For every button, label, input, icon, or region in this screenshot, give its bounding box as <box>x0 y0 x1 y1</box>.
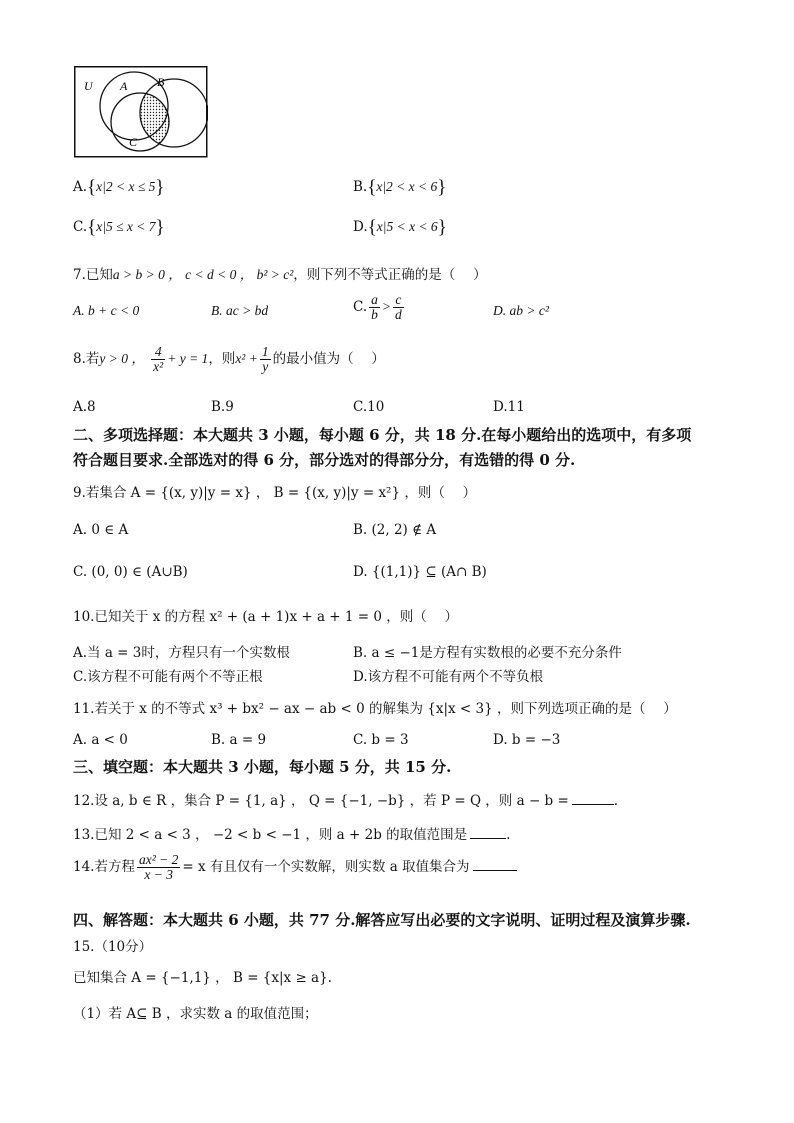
q8-stem: 8.若y > 0 ， $\frac{4}{\text{x²}}$ + y = 1，则x² + $\frac{1}{y}$ 的最小值为（ ） <box>73 344 385 375</box>
section4-heading: 四、解答题：本大题共 6 小题，共 77 分.解答应写出必要的文字说明、证明过程及演算步骤. <box>73 911 691 929</box>
label-a: A <box>120 79 128 93</box>
q9-option-c: C. (0, 0) ∈ (A∪B) <box>73 564 188 580</box>
section3-heading: 三、填空题：本大题共 3 小题，每小题 5 分，共 15 分. <box>73 758 452 776</box>
q10-option-a: A.当 a = 3时，方程只有一个实数根 <box>73 645 290 661</box>
q9-option-d: D. {(1,1)} ⊆ (A∩ B) <box>353 564 487 580</box>
q8-option-a: A.8 <box>73 399 96 415</box>
q11-option-c: C. b = 3 <box>353 732 409 748</box>
q10-stem: 10.已知关于 x 的方程 x² + (a + 1)x + a + 1 = 0 ，则（ ） <box>73 609 459 625</box>
q9-stem: 9.若集合 A = {(x, y)|y = x} ， B = {(x, y)|y = x²} ，则（ ） <box>73 485 477 501</box>
section2-heading-line1: 二、多项选择题：本大题共 3 小题，每小题 6 分，共 18 分.在每小题给出的选项中，有多项 <box>73 426 692 444</box>
label-b: B <box>157 75 165 89</box>
q7-option-c: C. $\frac{a}{b}$ > $\frac{c}{d}$ <box>353 292 402 323</box>
q11-option-d: D. b = −3 <box>493 732 561 748</box>
q7-stem: 7.已知a > b > 0 ， c < d < 0 ， b² > c²，则下列不等式正确的是（ ） <box>73 267 487 283</box>
q6-option-d: D.{x|5 < x < 6} <box>353 217 447 238</box>
q6-option-c: C.{x|5 ≤ x < 7} <box>73 217 165 238</box>
q6-option-a: A.{x|2 < x ≤ 5} <box>73 177 165 198</box>
section2-heading-line2: 符合题目要求.全部选对的得 6 分，部分选对的得部分分，有选错的得 0 分. <box>73 451 576 469</box>
q7-option-b: B. ac > bd <box>211 303 269 318</box>
q13-stem: 13.已知 2 < a < 3 ， −2 < b < −1 ，则 a + 2b 的取值范围是 . <box>73 827 511 843</box>
venn-diagram <box>74 66 208 158</box>
q12-answer-blank[interactable] <box>572 792 614 805</box>
q10-option-b: B. a ≤ −1是方程有实数根的必要不充分条件 <box>353 645 622 661</box>
q7-option-d: D. ab > c² <box>493 303 549 318</box>
q11-stem: 11.若关于 x 的不等式 x³ + bx² − ax − ab < 0 的解集为 {x|x < 3} ，则下列选项正确的是（ ） <box>73 701 677 717</box>
q14-answer-blank[interactable] <box>473 858 517 871</box>
q11-option-a: A. a < 0 <box>73 732 128 748</box>
q9-option-a: A. 0 ∈ A <box>73 522 129 538</box>
q7-option-a: A. b + c < 0 <box>73 303 140 318</box>
label-u: U <box>84 79 93 93</box>
q10-option-c: C.该方程不可能有两个不等正根 <box>73 669 263 685</box>
q13-answer-blank[interactable] <box>470 826 506 839</box>
q8-option-c: C.10 <box>353 399 385 415</box>
q15-part1: （1）若 A⊆ B ，求实数 a 的取值范围； <box>73 1006 318 1022</box>
q10-option-d: D.该方程不可能有两个不等负根 <box>353 669 544 685</box>
q15-score: 15.（10分） <box>73 939 153 955</box>
q15-given: 已知集合 A = {−1,1} ， B = {x|x ≥ a}. <box>73 970 332 986</box>
q8-option-d: D.11 <box>493 399 525 415</box>
label-c: C <box>129 135 138 149</box>
q9-option-b: B. (2, 2) ∉ A <box>353 522 437 538</box>
q12-stem: 12.设 a, b ∈ R ，集合 P = {1, a} ， Q = {−1, −b} ，若 P = Q ，则 a − b = . <box>73 793 619 809</box>
q6-option-b: B.{x|2 < x < 6} <box>353 177 447 198</box>
q14-stem: 14.若方程 $\frac{\text{ax² − 2}}{x - 3}$ = x 有且仅有一个实数解，则实数 a 取值集合为 <box>73 853 517 882</box>
q8-option-b: B.9 <box>211 399 234 415</box>
q11-option-b: B. a = 9 <box>211 732 267 748</box>
